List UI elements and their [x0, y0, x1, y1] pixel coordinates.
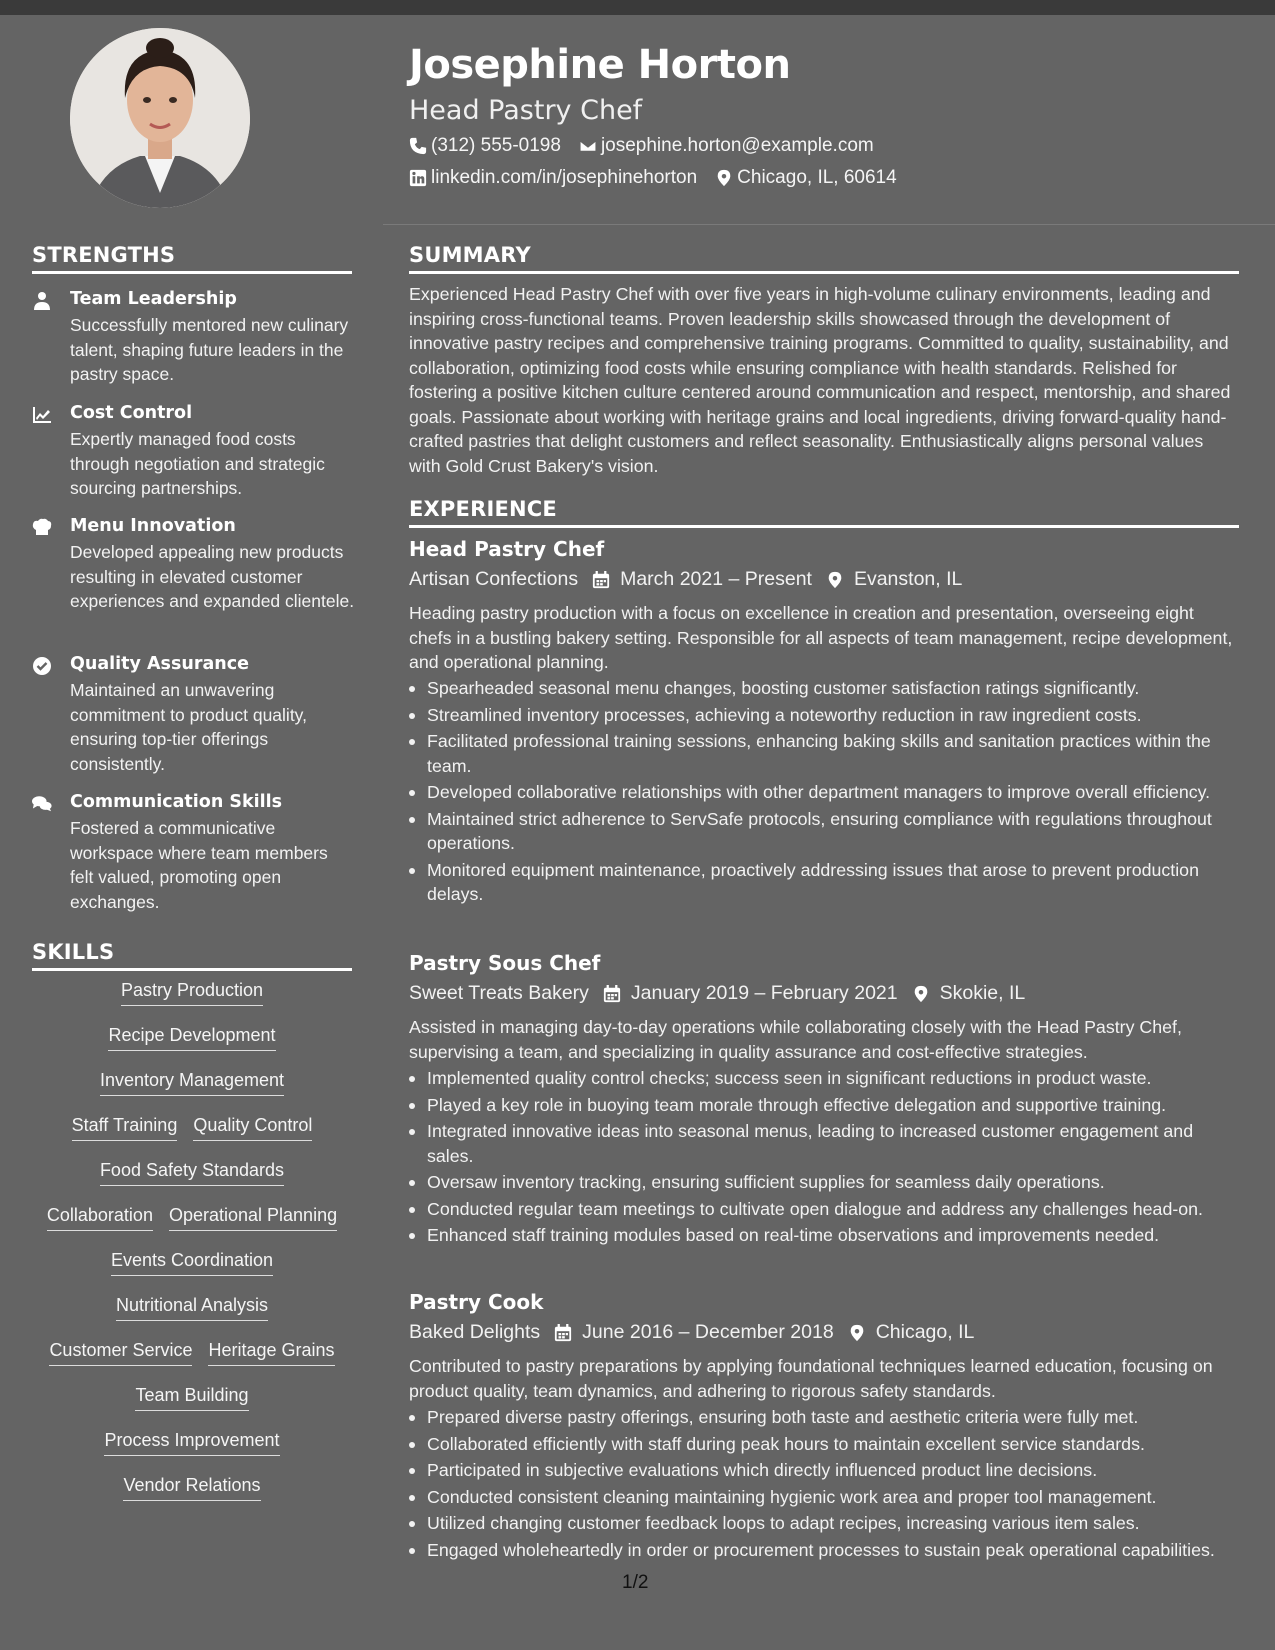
job-bullets — [409, 1405, 1239, 1564]
job-meta — [409, 1321, 974, 1344]
calendar-icon — [554, 1324, 572, 1342]
job-dates: March 2021 – Present — [620, 568, 812, 590]
skill-row — [32, 1115, 352, 1160]
skill-row — [32, 1475, 352, 1520]
bullet-item: Collaborated efficiently with staff during peak hours to maintain excellent service standards. — [409, 1432, 1239, 1457]
job-company: Baked Delights — [409, 1321, 541, 1343]
job-company: Sweet Treats Bakery — [409, 982, 589, 1004]
bullet-item: Engaged wholeheartedly in order or procurement processes to sustain peak operational capabilities. — [409, 1538, 1239, 1563]
skill-tag: Vendor Relations — [123, 1475, 260, 1501]
linkedin-text[interactable]: linkedin.com/in/josephinehorton — [431, 167, 698, 188]
strength-desc: Maintained an unwavering commitment to product quality, ensuring top-tier offerings consistently. — [70, 680, 307, 774]
skill-tag: Pastry Production — [121, 980, 263, 1006]
strength-title: Team Leadership — [70, 289, 237, 309]
skill-row — [32, 1025, 352, 1070]
job-bullets — [409, 1066, 1239, 1250]
summary-heading: SUMMARY — [409, 243, 1239, 274]
job-location: Chicago, IL — [875, 1321, 975, 1343]
strength-desc: Developed appealing new products resulting in elevated customer experiences and expanded clientele. — [70, 542, 355, 611]
job-title: Pastry Sous Chef — [409, 951, 601, 975]
header-divider — [383, 224, 1275, 225]
job-dates: January 2019 – February 2021 — [630, 982, 898, 1004]
strength-desc: Expertly managed food costs through negotiation and strategic sourcing partnerships. — [70, 429, 325, 498]
contact-row — [409, 167, 915, 189]
contact-row — [409, 135, 892, 157]
map-pin-icon — [826, 571, 844, 589]
strength-item — [32, 403, 352, 498]
skill-tag: Collaboration — [47, 1205, 153, 1231]
phone-icon — [409, 137, 427, 155]
strength-title: Menu Innovation — [70, 516, 236, 536]
calendar-icon — [592, 571, 610, 589]
candidate-title: Head Pastry Chef — [409, 95, 643, 126]
skill-tag: Inventory Management — [100, 1070, 284, 1096]
job-location: Evanston, IL — [853, 568, 963, 590]
skill-tag: Customer Service — [49, 1340, 192, 1366]
skill-tag: Team Building — [135, 1385, 248, 1411]
skill-tag: Heritage Grains — [208, 1340, 334, 1366]
skill-row — [32, 1160, 352, 1205]
location-text: Chicago, IL, 60614 — [737, 167, 897, 188]
phone-text: (312) 555-0198 — [431, 135, 561, 156]
skill-row — [32, 1295, 352, 1340]
skill-tag: Events Coordination — [111, 1250, 273, 1276]
strengths-heading: STRENGTHS — [32, 243, 352, 274]
job-company: Artisan Confections — [409, 568, 579, 590]
summary-text: Experienced Head Pastry Chef with over five years in high-volume culinary environments, leading and inspiring cross-functional teams. Proven leadership skills showcased through the development of innovative pastry recipes and comprehensive training programs. Committed to quality, sustainability, and collaboration, optimizing food costs while ensuring compliance with health standards. Relished for fostering a positive kitchen culture centered around communication and respect, mentorship, and shared goals. Passionate about working with heritage grains and local ingredients, driving forward-quality hand-crafted pastries that delight customers and reflect seasonality. Enthusiastically aligns personal values with Gold Crust Bakery's vision. — [409, 284, 1231, 476]
envelope-icon — [579, 137, 597, 155]
bullet-item: Integrated innovative ideas into seasonal menus, leading to increased customer engagement and sales. — [409, 1119, 1239, 1168]
strength-title: Cost Control — [70, 403, 193, 423]
bullet-item: Played a key role in buoying team morale through effective delegation and supportive training. — [409, 1093, 1239, 1118]
user-icon — [32, 291, 54, 311]
strength-title: Communication Skills — [70, 792, 283, 812]
bullet-item: Prepared diverse pastry offerings, ensuring both taste and aesthetic criteria were fully met. — [409, 1405, 1239, 1430]
strength-item — [32, 516, 355, 626]
page-number: 1/2 — [622, 1572, 649, 1593]
job-description: Contributed to pastry preparations by applying foundational techniques learned education, focusing on product quality, team dynamics, and adhering to rigorous safety standards. — [409, 1356, 1213, 1401]
strength-desc: Successfully mentored new culinary talent, shaping future leaders in the pastry space. — [70, 315, 349, 384]
phone-item — [409, 135, 561, 157]
skills-list — [32, 980, 352, 1520]
map-pin-icon — [912, 985, 930, 1003]
strength-desc: Fostered a communicative workspace where team members felt valued, promoting open exchanges. — [70, 818, 328, 912]
profile-photo — [70, 28, 250, 208]
calendar-icon — [603, 985, 621, 1003]
check-circle-icon — [32, 656, 54, 676]
bullet-item: Facilitated professional training sessions, enhancing baking skills and sanitation practices within the team. — [409, 729, 1239, 778]
linkedin-item[interactable] — [409, 167, 697, 189]
bullet-item: Spearheaded seasonal menu changes, boosting customer satisfaction ratings significantly. — [409, 676, 1239, 701]
skill-row — [32, 1340, 352, 1385]
skill-row — [32, 1070, 352, 1115]
bullet-item: Enhanced staff training modules based on real-time observations and improvements needed. — [409, 1223, 1239, 1248]
skill-row — [32, 980, 352, 1025]
bullet-item: Conducted regular team meetings to cultivate open dialogue and address any challenges head-on. — [409, 1197, 1239, 1222]
comments-icon — [32, 794, 54, 814]
strength-item — [32, 792, 352, 912]
bullet-item: Participated in subjective evaluations which directly influenced product line decisions. — [409, 1458, 1239, 1483]
job-meta — [409, 568, 962, 591]
skill-tag: Operational Planning — [169, 1205, 337, 1231]
linkedin-icon — [409, 169, 427, 187]
skill-tag: Staff Training — [72, 1115, 178, 1141]
chef-hat-icon — [32, 518, 54, 538]
strength-item — [32, 654, 352, 774]
bullet-item: Conducted consistent cleaning maintaining hygienic work area and proper tool management. — [409, 1485, 1239, 1510]
skill-row — [32, 1205, 352, 1250]
skill-tag: Food Safety Standards — [100, 1160, 284, 1186]
bullet-item: Developed collaborative relationships with other department managers to improve overall efficiency. — [409, 780, 1239, 805]
bullet-item: Monitored equipment maintenance, proactively addressing issues that arose to prevent production delays. — [409, 858, 1239, 907]
email-item[interactable] — [579, 135, 874, 157]
bullet-item: Maintained strict adherence to ServSafe protocols, ensuring compliance with regulations throughout operations. — [409, 807, 1239, 856]
chart-line-icon — [32, 405, 54, 425]
job-description: Assisted in managing day-to-day operations while collaborating closely with the Head Pastry Chef, supervising a team, and specializing in quality assurance and cost-effective strategies. — [409, 1017, 1182, 1062]
bullet-item: Implemented quality control checks; success seen in significant reductions in product waste. — [409, 1066, 1239, 1091]
strength-item — [32, 289, 352, 384]
skill-row — [32, 1250, 352, 1295]
skill-row — [32, 1430, 352, 1475]
strength-title: Quality Assurance — [70, 654, 249, 674]
candidate-name: Josephine Horton — [409, 42, 791, 88]
email-text[interactable]: josephine.horton@example.com — [600, 135, 874, 156]
bullet-item: Oversaw inventory tracking, ensuring sufficient supplies for seamless daily operations. — [409, 1170, 1239, 1195]
bullet-item: Utilized changing customer feedback loops to adapt recipes, increasing various item sales. — [409, 1511, 1239, 1536]
experience-heading: EXPERIENCE — [409, 497, 1239, 528]
skill-tag: Process Improvement — [104, 1430, 279, 1456]
job-description: Heading pastry production with a focus on excellence in creation and presentation, overseeing eight chefs in a bustling bakery setting. Responsible for all aspects of team management, recipe development, and operational planning. — [409, 603, 1233, 672]
map-pin-icon — [715, 169, 733, 187]
job-dates: June 2016 – December 2018 — [582, 1321, 834, 1343]
map-pin-icon — [848, 1324, 866, 1342]
skill-tag: Nutritional Analysis — [116, 1295, 268, 1321]
job-location: Skokie, IL — [939, 982, 1026, 1004]
skill-tag: Quality Control — [193, 1115, 312, 1141]
skills-heading: SKILLS — [32, 940, 352, 971]
job-title: Head Pastry Chef — [409, 537, 605, 561]
location-item — [715, 167, 897, 189]
skill-row — [32, 1385, 352, 1430]
job-meta — [409, 982, 1025, 1005]
bullet-item: Streamlined inventory processes, achieving a noteworthy reduction in raw ingredient costs. — [409, 703, 1239, 728]
job-title: Pastry Cook — [409, 1290, 544, 1314]
top-bar — [0, 0, 1275, 15]
job-bullets — [409, 676, 1239, 909]
skill-tag: Recipe Development — [108, 1025, 275, 1051]
